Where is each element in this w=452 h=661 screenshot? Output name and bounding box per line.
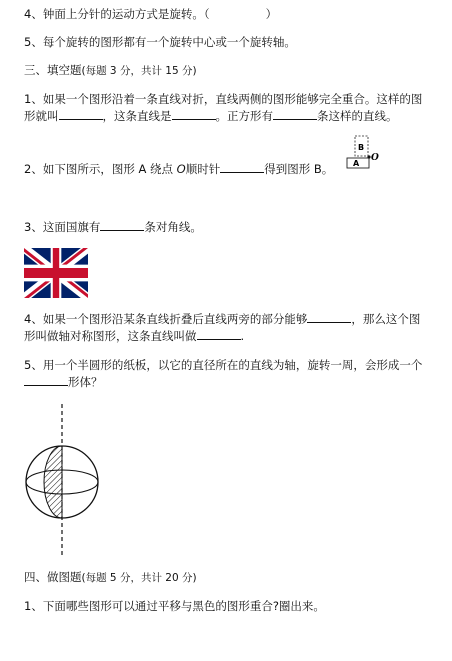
sphere-rotation-figure [20, 400, 110, 560]
judge-question-4: 4、钟面上分针的运动方式是旋转。（ ） [24, 7, 278, 21]
answer-blank[interactable] [59, 108, 103, 120]
answer-blank[interactable] [273, 108, 317, 120]
section-3-heading: 三、填空题(每题 3 分，共计 15 分) [24, 63, 197, 77]
section-4-heading: 四、做图题(每题 5 分，共计 20 分) [24, 570, 197, 584]
judge-question-5: 5、每个旋转的图形都有一个旋转中心或一个旋转轴。 [24, 35, 296, 49]
answer-blank[interactable] [220, 161, 264, 173]
fill-question-3: 3、这面国旗有 条对角线。 [24, 220, 202, 234]
fill-question-4-line-2: 形叫做轴对称图形，这条直线叫做 . [24, 329, 245, 343]
answer-blank[interactable] [24, 374, 68, 386]
union-jack-flag [24, 248, 88, 298]
figure-b-label: B [358, 143, 365, 152]
fill-question-1-line-1: 1、如果一个图形沿着一条直线对折，直线两侧的图形能够完全重合。这样的图 [24, 92, 423, 106]
fill-question-5-line-1: 5、用一个半圆形的纸板，以它的直径所在的直线为轴，旋转一周，会形成一个 [24, 358, 423, 372]
answer-blank[interactable] [197, 328, 241, 340]
answer-blank[interactable] [307, 311, 351, 323]
fill-question-4-line-1: 4、如果一个图形沿某条直线折叠后直线两旁的部分能够 ，那么这个图 [24, 312, 421, 326]
semicircle-hatched [44, 446, 62, 518]
fill-question-5-line-2: 形体？ [24, 374, 103, 390]
answer-blank[interactable] [100, 219, 144, 231]
answer-blank[interactable] [172, 108, 216, 120]
rotation-point-label: O [371, 153, 379, 163]
figure-a-label: A [353, 159, 360, 168]
rotation-figure [344, 132, 384, 172]
draw-question-1: 1、下面哪些图形可以通过平移与黑色的图形重合?圈出来。 [24, 599, 325, 613]
fill-question-2: 2、如下图所示，图形 A 绕点 O顺时针 得到图形 B。 [24, 162, 334, 176]
fill-question-1-line-2: 形就叫 ，这条直线是 。正方形有 条这样的直线。 [24, 109, 398, 123]
